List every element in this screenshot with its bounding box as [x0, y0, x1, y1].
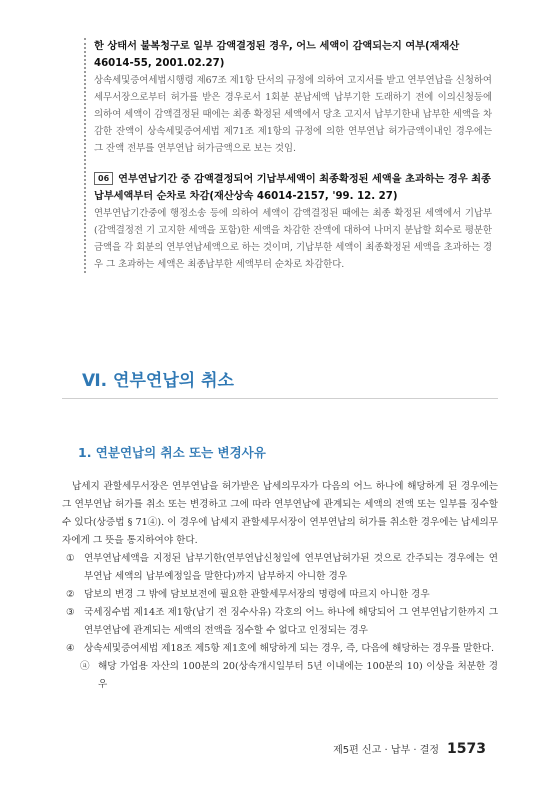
list-item: [62, 550, 498, 586]
case-6-title: 연부연납기간 중 감액결정되어 기납부세액이 최종확정된 세액을 초과하는 경우 최종납부세액부터 순차로 차감(재산상속 46014-2157, '99. 12. 27): [94, 174, 491, 202]
case-6-title-line: [94, 171, 492, 205]
case-block: [84, 38, 492, 273]
list-marker: ②: [66, 589, 75, 600]
list-item-text: 국세징수법 제14조 제1항(납기 전 징수사유) 각호의 어느 하나에 해당되어 그 연부연납기한까지 그 연부연납에 관계되는 세액의 전액을 징수할 수 없다고 인정되는 경우: [84, 607, 498, 636]
list-item-text: 연부연납세액을 지정된 납부기한(연부연납신청일에 연부연납허가된 것으로 간주되는 경우에는 연부연납 세액의 납부예정일을 말한다)까지 납부하지 아니한 경우: [84, 553, 498, 582]
page-number: 1573: [447, 741, 486, 757]
list-marker: ③: [66, 607, 75, 618]
page-footer: [333, 741, 486, 757]
sublist-item-text: 해당 가업용 자산의 100분의 20(상속개시일부터 5년 이내에는 100분의 10) 이상을 처분한 경우: [98, 661, 498, 690]
list-item: [62, 586, 498, 604]
case-5-body: 상속세및증여세법시행령 제67조 제1항 단서의 규정에 의하여 고지서를 받고 연부연납을 신청하여 세무서장으로부터 허가를 받은 경우로서 1회분 분납세액 납부기한 도래하기 전에 이의신청등에 의하여 세액이 감액결정된 때에는 최종 확정된 세액에서 당초 고지서 납부기한내 납부한 세액을 차감한 잔액이 상속세및증여세법 제71조 제1항의 규정에 의한 연부연납 허가금액이내인 경우에는 그 잔액 전부를 연부연납 허가금액으로 보는 것임.: [94, 75, 493, 154]
list-item-text: 상속세및증여세법 제18조 제5항 제1호에 해당하게 되는 경우, 즉, 다음에 해당하는 경우를 말한다.: [84, 643, 495, 654]
list-item-text: 담보의 변경 그 밖에 담보보전에 필요한 관할세무서장의 명령에 따르지 아니한 경우: [84, 589, 430, 600]
case-gap: [94, 157, 492, 171]
case-6-number-badge: 06: [94, 172, 113, 185]
list-item: [62, 604, 498, 640]
case-5-title: 한 상태서 불복청구로 일부 감액결정된 경우, 어느 세액이 감액되는지 여부(재재산46014-55, 2001.02.27): [94, 41, 460, 69]
intro-paragraph: 납세지 관할세무서장은 연부연납을 허가받은 납세의무자가 다음의 어느 하나에 해당하게 된 경우에는 그 연부연납 허가를 취소 또는 변경하고 그에 따라 연부연납에 관계되는 세액의 전액 또는 일부를 징수할 수 있다(상증법 § 71④). 이 경우에 납세지 관할세무서장이 연부연납의 허가를 취소한 경우에는 납세의무자에게 그 뜻을 통지하여야 한다.: [62, 481, 498, 546]
subsection-title: 1. 연분연납의 취소 또는 변경사유: [78, 445, 266, 460]
case-6-body: 연부연납기간중에 행정소송 등에 의하여 세액이 감액결정된 때에는 최종 확정된 세액에서 기납부(감액결정전 기 고지한 세액을 포함)한 세액을 차감한 잔액에 대하여 나머지 분납할 회수로 평분한 금액을 각 회분의 연부연납세액으로 하는 것이며, 기납부한 세액이 최종확정된 세액을 초과하는 경우 그 초과하는 세액은 최종납부한 세액부터 순차로 차감한다.: [94, 208, 493, 270]
chapter-label: 제5편 신고 · 납부 · 결정: [333, 745, 440, 756]
section-title: Ⅵ. 연부연납의 취소: [82, 371, 234, 391]
list-marker: ④: [66, 643, 75, 654]
list-item: [62, 640, 498, 658]
sublist-marker: ⓐ: [80, 661, 90, 672]
main-content: [62, 478, 498, 694]
list-marker: ①: [66, 553, 75, 564]
sublist-item: [76, 658, 498, 694]
section-divider: [62, 398, 498, 399]
reason-list: [62, 550, 498, 658]
sub-reason-list: [62, 658, 498, 694]
